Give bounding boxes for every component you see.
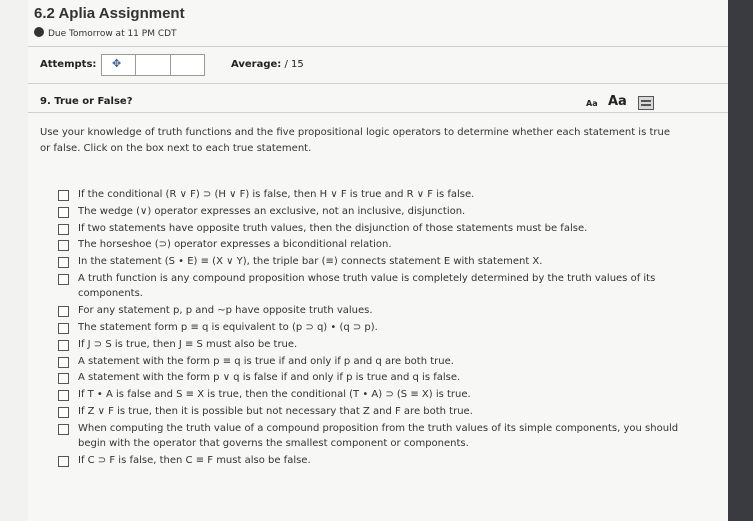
print-icon[interactable] [638, 96, 654, 110]
statement-item [58, 254, 698, 270]
attempt-box-1 [102, 55, 136, 75]
stats-divider [28, 83, 728, 84]
statement-item [58, 421, 698, 452]
assignment-header [28, 0, 728, 46]
statement-checkbox[interactable] [58, 340, 69, 351]
statement-text: If two statements have opposite truth values, then the disjunction of those statements must be false. [78, 222, 588, 234]
assignment-title: 6.2 Aplia Assignment [34, 5, 185, 22]
statement-checkbox[interactable] [58, 257, 69, 268]
statement-checkbox[interactable] [58, 323, 69, 334]
statement-checkbox[interactable] [58, 424, 69, 435]
statement-checkbox[interactable] [58, 190, 69, 201]
statement-item [58, 370, 698, 386]
statement-text: A statement with the form p ≡ q is true if and only if p and q are both true. [78, 355, 454, 367]
statement-item [58, 303, 698, 319]
question-divider [28, 112, 728, 113]
statement-text: If J ⊃ S is true, then J ≡ S must also be true. [78, 338, 298, 350]
clock-icon [34, 27, 44, 37]
statement-checkbox[interactable] [58, 306, 69, 317]
statement-text: If Z ∨ F is true, then it is possible but not necessary that Z and F are both true. [78, 406, 473, 418]
font-smaller-button[interactable]: Aa [586, 99, 598, 108]
statement-text: If T • A is false and S ≡ X is true, then the conditional (T • A) ⊃ (S ≡ X) is true. [78, 389, 471, 401]
statement-checkbox[interactable] [58, 274, 69, 285]
font-larger-button[interactable]: Aa [608, 94, 627, 109]
statement-text: A truth function is any compound proposition whose truth value is completely determined by the truth values of its components. [78, 272, 656, 300]
attempts-indicator [101, 54, 205, 76]
statement-text: The statement form p ≡ q is equivalent to (p ⊃ q) • (q ⊃ p). [78, 322, 378, 334]
statement-item [58, 204, 698, 220]
statement-item [58, 387, 698, 403]
statement-item [58, 237, 698, 253]
statement-item [58, 337, 698, 353]
statement-text: When computing the truth value of a compound proposition from the truth values of its simple components, you should begin with the operator that governs the smallest component or components. [78, 422, 679, 450]
attempt-box-3 [171, 55, 204, 75]
average-value: / 15 [284, 59, 304, 70]
screen-edge [728, 0, 753, 521]
statement-checkbox[interactable] [58, 407, 69, 418]
statement-item [58, 453, 698, 469]
average-score [231, 59, 304, 70]
statement-item [58, 271, 698, 302]
statement-text: For any statement p, p and ~p have opposite truth values. [78, 305, 373, 317]
statement-item [58, 187, 698, 203]
statement-item [58, 354, 698, 370]
attempt-box-2 [136, 55, 170, 75]
statement-text: If the conditional (R ∨ F) ⊃ (H ∨ F) is false, then H ∨ F is true and R ∨ F is false. [78, 189, 475, 200]
statement-text: The horseshoe (⊃) operator expresses a biconditional relation. [78, 239, 392, 251]
statement-list [58, 187, 698, 470]
statement-checkbox[interactable] [58, 207, 69, 218]
statement-checkbox[interactable] [58, 240, 69, 251]
assignment-page [28, 0, 728, 521]
statement-item [58, 320, 698, 336]
statement-checkbox[interactable] [58, 390, 69, 401]
statement-checkbox[interactable] [58, 373, 69, 384]
statement-item [58, 404, 698, 420]
statement-text: The wedge (∨) operator expresses an exclusive, not an inclusive, disjunction. [78, 205, 466, 217]
average-label: Average: [231, 59, 282, 70]
statement-text: If C ⊃ F is false, then C ≡ F must also be false. [78, 455, 311, 467]
statement-checkbox[interactable] [58, 456, 69, 467]
statement-checkbox[interactable] [58, 357, 69, 368]
statement-text: In the statement (S • E) ≡ (X ∨ Y), the triple bar (≡) connects statement E with statement X. [78, 256, 543, 268]
question-instructions: Use your knowledge of truth functions and the five propositional logic operators to determine whether each statement is true or false. Click on the box next to each true statement. [40, 127, 670, 154]
question-title: 9. True or False? [40, 96, 133, 107]
statement-checkbox[interactable] [58, 224, 69, 235]
attempts-label: Attempts: [40, 59, 97, 70]
statement-text: A statement with the form p ∨ q is false if and only if p is true and q is false. [78, 372, 461, 384]
attempt-marker-icon: ✥ [112, 57, 122, 70]
header-divider [28, 46, 728, 47]
due-date [34, 27, 177, 39]
due-text: Due Tomorrow at 11 PM CDT [48, 29, 177, 39]
statement-item [58, 221, 698, 237]
